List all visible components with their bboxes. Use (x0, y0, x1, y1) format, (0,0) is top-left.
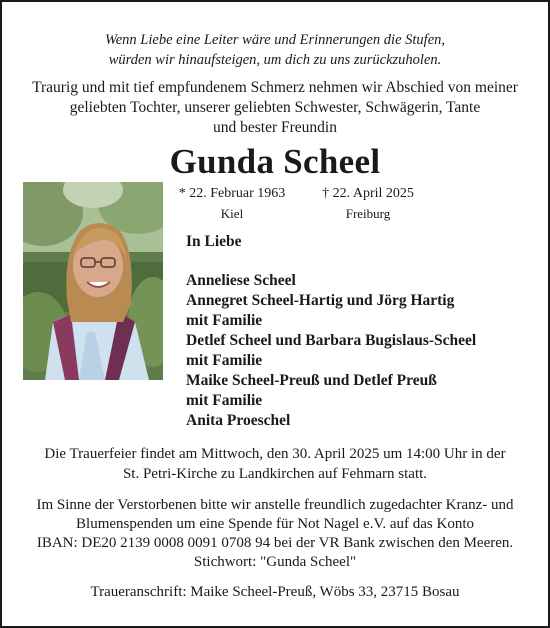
donation-line: IBAN: DE20 2139 0008 0091 0708 94 bei der VR Bank zwischen den Meeren. (36, 535, 514, 551)
birth-place: Kiel (220, 206, 244, 221)
birth-info (178, 184, 286, 224)
motto-line: Wenn Liebe eine Leiter wäre und Erinnerungen die Stufen, (104, 32, 446, 48)
donation-line: Stichwort: "Gunda Scheel" (193, 554, 357, 570)
mourner-line: mit Familie (186, 392, 263, 409)
mourning-address: Traueranschrift: Maike Scheel-Preuß, Wöbs 33, 23715 Bosau (90, 584, 460, 600)
donation-info (2, 496, 548, 572)
mourners-list (186, 232, 476, 431)
funeral-line: St. Petri-Kirche zu Landkirchen auf Fehmarn statt. (122, 466, 428, 482)
mourner-line: Anita Proeschel (186, 412, 291, 429)
mourner-line: mit Familie (186, 312, 263, 329)
mourners-heading: In Liebe (186, 233, 242, 250)
death-info (322, 184, 414, 224)
motto-line: würden wir hinaufsteigen, um dich zu uns zurückzuholen. (108, 52, 442, 68)
motto-verse (2, 30, 548, 70)
death-date: † 22. April 2025 (322, 186, 414, 201)
mourner-line: mit Familie (186, 352, 263, 369)
intro-line: geliebten Tochter, unserer geliebten Schwester, Schwägerin, Tante (69, 99, 481, 116)
mourner-line: Detlef Scheel und Barbara Bugislaus-Scheel (186, 332, 477, 349)
funeral-line: Die Trauerfeier findet am Mittwoch, den 30. April 2025 um 14:00 Uhr in der (44, 446, 506, 462)
intro-text (2, 78, 548, 138)
mourner-line: Maike Scheel-Preuß und Detlef Preuß (186, 372, 437, 389)
funeral-info (2, 444, 548, 484)
death-place: Freiburg (345, 206, 391, 221)
birth-date: * 22. Februar 1963 (178, 186, 286, 201)
mourner-line: Anneliese Scheel (186, 272, 296, 289)
portrait-photo (23, 182, 163, 380)
mourner-line: Annegret Scheel-Hartig und Jörg Hartig (186, 292, 455, 309)
intro-line: und bester Freundin (213, 119, 337, 136)
donation-line: Blumenspenden um eine Spende für Not Nagel e.V. auf das Konto (76, 516, 474, 532)
donation-line: Im Sinne der Verstorbenen bitte wir anstelle freundlich zugedachter Kranz- und (36, 497, 514, 513)
deceased-name: Gunda Scheel (169, 142, 381, 181)
intro-line: Traurig und mit tief empfundenem Schmerz nehmen wir Abschied von meiner (32, 79, 518, 96)
